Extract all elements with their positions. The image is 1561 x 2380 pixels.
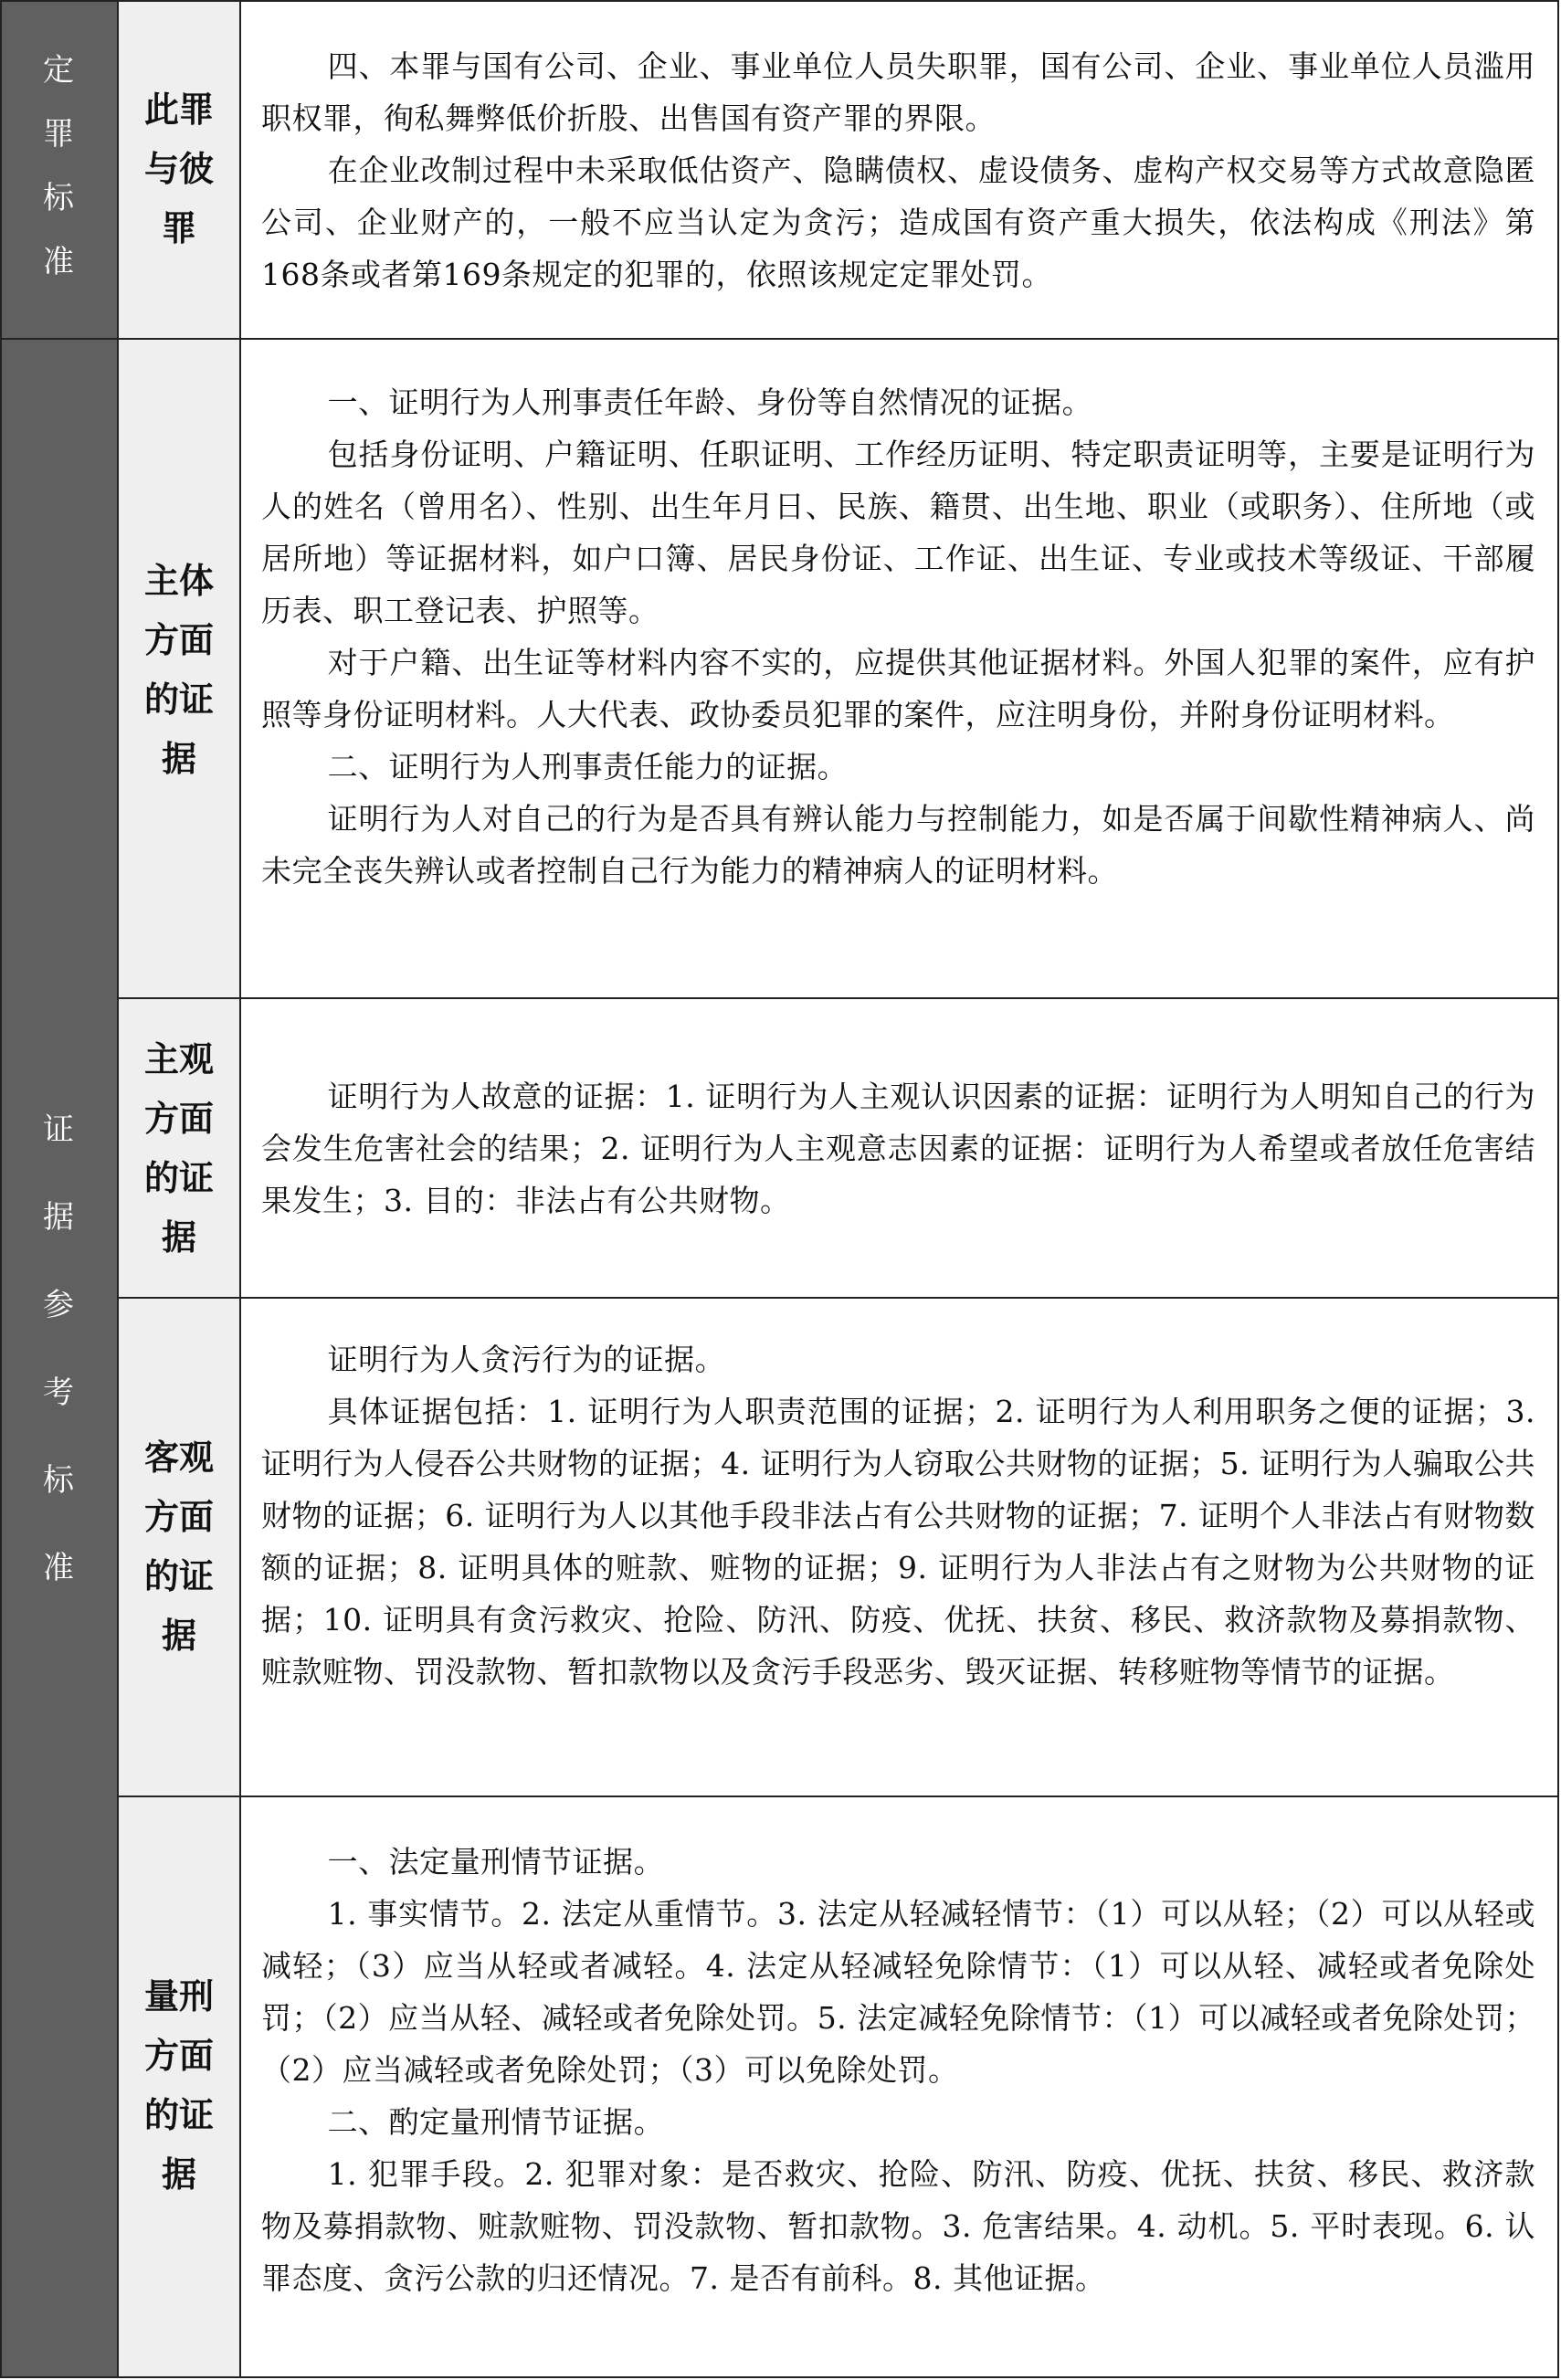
section-label-char: 定 <box>43 52 74 89</box>
paragraph: 对于户籍、出生证等材料内容不实的，应提供其他证据材料。外国人犯罪的案件，应有护照等身份证明材料。人大代表、政协委员犯罪的案件，应注明身份，并附身份证明材料。 <box>261 645 1535 732</box>
paragraph: 一、法定量刑情节证据。 <box>327 1844 665 1880</box>
row-label-line: 此罪 <box>143 90 214 130</box>
section-label-char: 罪 <box>43 116 74 153</box>
section-label-char: 据 <box>43 1199 74 1236</box>
section-label-char: 证 <box>43 1111 74 1148</box>
paragraph: 具体证据包括：1. 证明行为人职责范围的证据；2. 证明行为人利用职务之便的证据；3. 证明行为人侵吞公共财物的证据；4. 证明行为人窃取公共财物的证据；5. 证明行为人骗取公共财物的证据；6. 证明行为人以其他手段非法占有公共财物的证据；7. 证明个人非法占有财物数额的证据；8. 证明具体的赃款、赃物的证据；9. 证明行为人非法占有之财物为公共财物的证据；10. 证明具有贪污救灾、抢险、防汛、防疫、优抚、扶贫、移民、救济款物及募捐款物、赃款赃物、罚没款物、暂扣款物以及贪污手段恶劣、毁灭证据、转移赃物等情节的证据。 <box>261 1394 1535 1690</box>
paragraph: 二、酌定量刑情节证据。 <box>327 2104 665 2140</box>
section-label-char: 准 <box>43 244 74 280</box>
section-label-char: 标 <box>43 180 74 216</box>
section-label-char: 参 <box>43 1287 74 1323</box>
row-label-line: 的证 <box>143 1556 214 1596</box>
row-label-line: 罪 <box>161 208 196 248</box>
paragraph: 证明行为人故意的证据：1. 证明行为人主观认识因素的证据：证明行为人明知自己的行为会发生危害社会的结果；2. 证明行为人主观意志因素的证据：证明行为人希望或者放任危害结果发生；3. 目的：非法占有公共财物。 <box>261 1079 1535 1218</box>
row-label-line: 主观 <box>143 1039 214 1079</box>
row-label-line: 客观 <box>143 1437 214 1478</box>
paragraph: 包括身份证明、户籍证明、任职证明、工作经历证明、特定职责证明等，主要是证明行为人的姓名（曾用名）、性别、出生年月日、民族、籍贯、出生地、职业（或职务）、住所地（或居所地）等证据材料，如户口簿、居民身份证、工作证、出生证、专业或技术等级证、干部履历表、职工登记表、护照等。 <box>261 437 1535 628</box>
section-label-char: 标 <box>43 1462 74 1499</box>
row-label-line: 的证 <box>143 2095 214 2135</box>
paragraph: 二、证明行为人刑事责任能力的证据。 <box>327 749 849 785</box>
paragraph: 在企业改制过程中未采取低估资产、隐瞒债权、虚设债务、虚构产权交易等方式故意隐匿公司、企业财产的，一般不应当认定为贪污；造成国有资产重大损失，依法构成《刑法》第168条或者第169条规定的犯罪的，依照该规定定罪处罚。 <box>261 153 1535 292</box>
row-label-line: 方面 <box>143 1099 214 1139</box>
row-label-line: 据 <box>161 739 196 779</box>
row-label-line: 据 <box>161 1217 196 1258</box>
row-label-line: 的证 <box>143 1158 214 1198</box>
row-label-line: 主体 <box>143 561 214 601</box>
row-label-line: 方面 <box>143 1497 214 1537</box>
paragraph: 证明行为人对自己的行为是否具有辨认能力与控制能力，如是否属于间歇性精神病人、尚未完全丧失辨认或者控制自己行为能力的精神病人的证明材料。 <box>261 801 1535 889</box>
paragraph: 一、证明行为人刑事责任年龄、身份等自然情况的证据。 <box>327 384 1093 420</box>
paragraph: 1. 犯罪手段。2. 犯罪对象：是否救灾、抢险、防汛、防疫、优抚、扶贫、移民、救济款物及募捐款物、赃款赃物、罚没款物、暂扣款物。3. 危害结果。4. 动机。5. 平时表现。6. 认罪态度、贪污公款的归还情况。7. 是否有前科。8. 其他证据。 <box>261 2156 1535 2296</box>
row-label-line: 量刑 <box>143 1976 214 2017</box>
row-label-line: 据 <box>161 2154 196 2195</box>
paragraph: 1. 事实情节。2. 法定从重情节。3. 法定从轻减轻情节：（1）可以从轻；（2）可以从轻或减轻；（3）应当从轻或者减轻。4. 法定从轻减轻免除情节：（1）可以从轻、减轻或者免除处罚；（2）应当从轻、减轻或者免除处罚。5. 法定减轻免除情节：（1）可以减轻或者免除处罚；（2）应当减轻或者免除处罚；（3）可以免除处罚。 <box>261 1896 1535 2088</box>
row-label-line: 方面 <box>143 620 214 660</box>
row-label-line: 据 <box>161 1616 196 1656</box>
row-label-line: 的证 <box>143 679 214 720</box>
paragraph: 证明行为人贪污行为的证据。 <box>327 1342 726 1377</box>
section-label-char: 考 <box>43 1374 74 1411</box>
section-label-char: 准 <box>43 1550 74 1586</box>
paragraph: 四、本罪与国有公司、企业、事业单位人员失职罪，国有公司、企业、事业单位人员滥用职权罪，徇私舞弊低价折股、出售国有资产罪的界限。 <box>261 48 1535 136</box>
row-label-line: 与彼 <box>143 149 214 189</box>
row-label-line: 方面 <box>143 2036 214 2076</box>
